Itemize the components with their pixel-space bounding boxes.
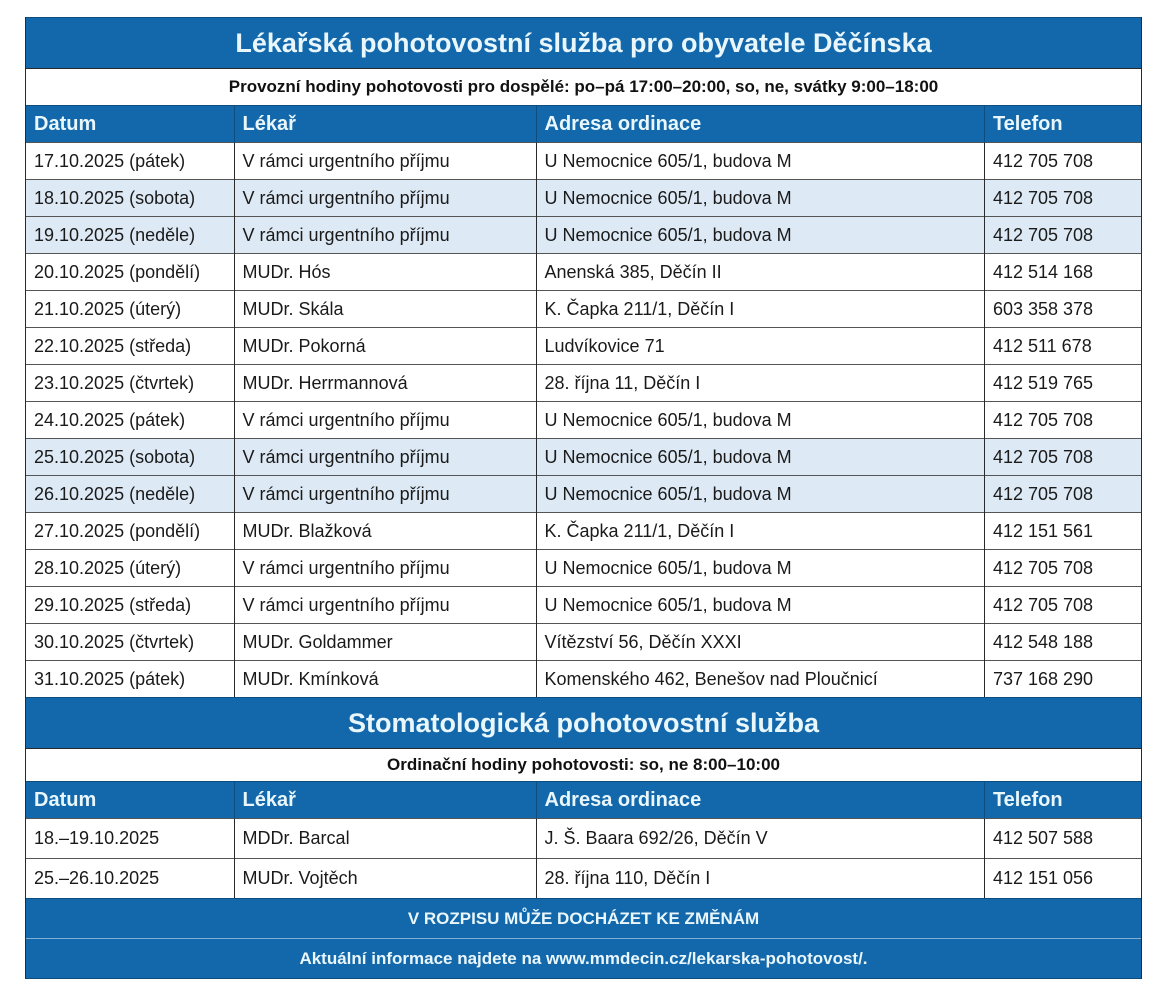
dental-hours: Ordinační hodiny pohotovosti: so, ne 8:00–10:00: [26, 748, 1141, 781]
table-row: [26, 402, 1141, 439]
table-row: [26, 365, 1141, 402]
cell-doctor: MUDr. Goldammer: [234, 624, 536, 661]
col-adresa: Adresa ordinace: [536, 106, 984, 143]
dental-rows: [26, 819, 1141, 899]
cell-phone: 412 548 188: [984, 624, 1141, 661]
table-row: [26, 859, 1141, 899]
cell-doctor: V rámci urgentního příjmu: [234, 439, 536, 476]
medical-table: [26, 105, 1141, 697]
table-row: [26, 661, 1141, 698]
cell-date: 28.10.2025 (úterý): [26, 550, 234, 587]
col-datum: Datum: [26, 106, 234, 143]
table-row: [26, 624, 1141, 661]
cell-phone: 412 705 708: [984, 217, 1141, 254]
cell-doctor: MUDr. Pokorná: [234, 328, 536, 365]
cell-doctor: V rámci urgentního příjmu: [234, 180, 536, 217]
cell-address: J. Š. Baara 692/26, Děčín V: [536, 819, 984, 859]
table-row: [26, 819, 1141, 859]
cell-date: 23.10.2025 (čtvrtek): [26, 365, 234, 402]
cell-address: U Nemocnice 605/1, budova M: [536, 587, 984, 624]
cell-address: 28. října 11, Děčín I: [536, 365, 984, 402]
cell-date: 20.10.2025 (pondělí): [26, 254, 234, 291]
col-lekar: Lékař: [234, 106, 536, 143]
cell-phone: 412 705 708: [984, 550, 1141, 587]
col-lekar: Lékař: [234, 782, 536, 819]
cell-date: 19.10.2025 (neděle): [26, 217, 234, 254]
cell-phone: 412 151 561: [984, 513, 1141, 550]
cell-address: U Nemocnice 605/1, budova M: [536, 402, 984, 439]
cell-date: 21.10.2025 (úterý): [26, 291, 234, 328]
cell-address: U Nemocnice 605/1, budova M: [536, 439, 984, 476]
cell-phone: 412 705 708: [984, 587, 1141, 624]
cell-phone: 412 705 708: [984, 439, 1141, 476]
dental-header-row: [26, 782, 1141, 819]
cell-doctor: MUDr. Vojtěch: [234, 859, 536, 899]
table-row: [26, 254, 1141, 291]
cell-address: 28. října 110, Děčín I: [536, 859, 984, 899]
cell-address: Anenská 385, Děčín II: [536, 254, 984, 291]
col-telefon: Telefon: [984, 782, 1141, 819]
cell-doctor: MUDr. Skála: [234, 291, 536, 328]
cell-phone: 737 168 290: [984, 661, 1141, 698]
table-row: [26, 587, 1141, 624]
cell-phone: 412 705 708: [984, 180, 1141, 217]
cell-doctor: MUDr. Herrmannová: [234, 365, 536, 402]
table-row: [26, 476, 1141, 513]
table-row: [26, 180, 1141, 217]
cell-date: 30.10.2025 (čtvrtek): [26, 624, 234, 661]
cell-address: U Nemocnice 605/1, budova M: [536, 217, 984, 254]
cell-date: 17.10.2025 (pátek): [26, 143, 234, 180]
cell-phone: 412 705 708: [984, 402, 1141, 439]
cell-address: Ludvíkovice 71: [536, 328, 984, 365]
cell-date: 22.10.2025 (středa): [26, 328, 234, 365]
cell-phone: 412 705 708: [984, 143, 1141, 180]
table-row: [26, 513, 1141, 550]
cell-date: 26.10.2025 (neděle): [26, 476, 234, 513]
cell-address: U Nemocnice 605/1, budova M: [536, 476, 984, 513]
col-datum: Datum: [26, 782, 234, 819]
cell-phone: 603 358 378: [984, 291, 1141, 328]
table-row: [26, 328, 1141, 365]
cell-date: 18.–19.10.2025: [26, 819, 234, 859]
cell-address: Vítězství 56, Děčín XXXI: [536, 624, 984, 661]
cell-doctor: MDDr. Barcal: [234, 819, 536, 859]
cell-date: 24.10.2025 (pátek): [26, 402, 234, 439]
cell-address: U Nemocnice 605/1, budova M: [536, 180, 984, 217]
cell-address: K. Čapka 211/1, Děčín I: [536, 513, 984, 550]
cell-address: Komenského 462, Benešov nad Ploučnicí: [536, 661, 984, 698]
cell-phone: 412 507 588: [984, 819, 1141, 859]
col-telefon: Telefon: [984, 106, 1141, 143]
medical-title: Lékařská pohotovostní služba pro obyvatele Děčínska: [26, 17, 1141, 68]
cell-date: 27.10.2025 (pondělí): [26, 513, 234, 550]
cell-date: 29.10.2025 (středa): [26, 587, 234, 624]
cell-date: 25.–26.10.2025: [26, 859, 234, 899]
cell-date: 25.10.2025 (sobota): [26, 439, 234, 476]
medical-rows: [26, 143, 1141, 698]
cell-address: U Nemocnice 605/1, budova M: [536, 143, 984, 180]
info-link-text: Aktuální informace najdete na www.mmdecin.cz/lekarska-pohotovost/.: [26, 938, 1141, 979]
dental-table: [26, 781, 1141, 898]
cell-date: 18.10.2025 (sobota): [26, 180, 234, 217]
change-notice: V ROZPISU MŮŽE DOCHÁZET KE ZMĚNÁM: [26, 898, 1141, 938]
table-row: [26, 550, 1141, 587]
table-row: [26, 439, 1141, 476]
table-row: [26, 291, 1141, 328]
cell-phone: 412 511 678: [984, 328, 1141, 365]
cell-doctor: MUDr. Blažková: [234, 513, 536, 550]
cell-phone: 412 519 765: [984, 365, 1141, 402]
cell-address: U Nemocnice 605/1, budova M: [536, 550, 984, 587]
col-adresa: Adresa ordinace: [536, 782, 984, 819]
medical-hours: Provozní hodiny pohotovosti pro dospělé: po–pá 17:00–20:00, so, ne, svátky 9:00–18:00: [26, 68, 1141, 105]
cell-phone: 412 151 056: [984, 859, 1141, 899]
cell-doctor: V rámci urgentního příjmu: [234, 587, 536, 624]
cell-phone: 412 705 708: [984, 476, 1141, 513]
dental-title: Stomatologická pohotovostní služba: [26, 697, 1141, 748]
cell-doctor: V rámci urgentního příjmu: [234, 476, 536, 513]
cell-date: 31.10.2025 (pátek): [26, 661, 234, 698]
cell-doctor: V rámci urgentního příjmu: [234, 143, 536, 180]
cell-doctor: MUDr. Hós: [234, 254, 536, 291]
cell-doctor: V rámci urgentního příjmu: [234, 550, 536, 587]
medical-header-row: [26, 106, 1141, 143]
cell-doctor: MUDr. Kmínková: [234, 661, 536, 698]
cell-doctor: V rámci urgentního příjmu: [234, 217, 536, 254]
schedule-document: [25, 17, 1142, 979]
cell-address: K. Čapka 211/1, Děčín I: [536, 291, 984, 328]
table-row: [26, 217, 1141, 254]
table-row: [26, 143, 1141, 180]
cell-doctor: V rámci urgentního příjmu: [234, 402, 536, 439]
cell-phone: 412 514 168: [984, 254, 1141, 291]
